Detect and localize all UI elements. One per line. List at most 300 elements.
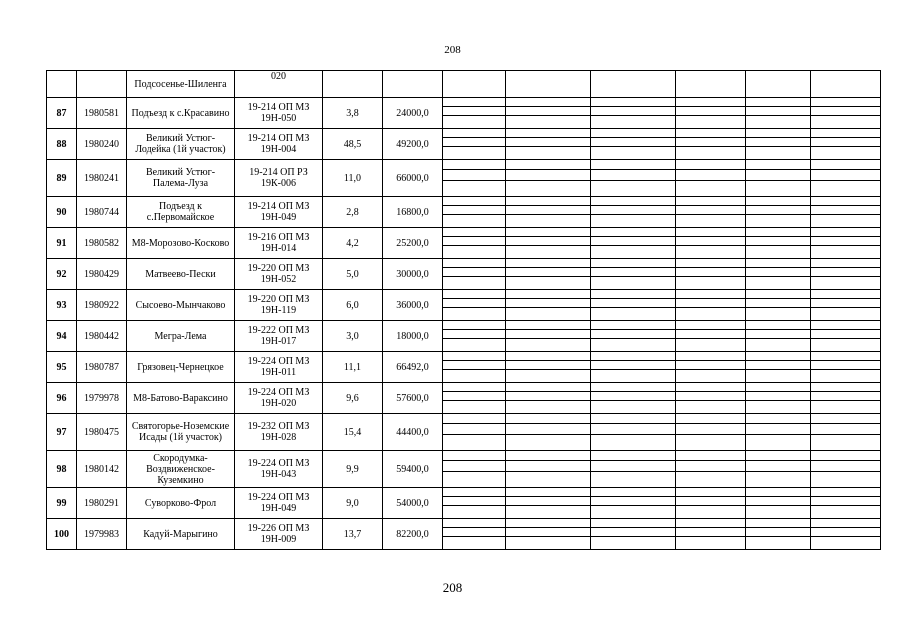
cell-divider-line (506, 146, 590, 147)
empty-cell (591, 129, 676, 160)
road-name-cell: Сысоево-Мынчаково (127, 290, 235, 321)
road-code-cell: 19-222 ОП МЗ 19Н-017 (235, 321, 323, 352)
cell-divider-line (676, 245, 745, 246)
cell-divider-line (811, 496, 880, 497)
cell-divider-line (746, 496, 810, 497)
road-length-cell: 5,0 (323, 259, 383, 290)
empty-cell (591, 197, 676, 228)
cell-divider-line (811, 527, 880, 528)
cell-divider-line (506, 115, 590, 116)
cell-divider-line (506, 180, 590, 181)
cell-divider-line (591, 267, 675, 268)
empty-cell (506, 488, 591, 519)
empty-cell (811, 228, 881, 259)
empty-cell (443, 129, 506, 160)
row-number-cell: 89 (47, 160, 77, 197)
empty-cell (811, 98, 881, 129)
cell-divider-line (746, 115, 810, 116)
empty-cell (811, 197, 881, 228)
table-row (47, 352, 881, 383)
cell-divider-line (591, 245, 675, 246)
cell-divider-line (591, 391, 675, 392)
road-cost-cell: 59400,0 (383, 451, 443, 488)
empty-cell (443, 160, 506, 197)
empty-cell (443, 383, 506, 414)
row-number-cell: 99 (47, 488, 77, 519)
empty-cell (443, 98, 506, 129)
empty-cell (676, 488, 746, 519)
road-id-cell: 1979983 (77, 519, 127, 550)
road-code-cell: 19-220 ОП МЗ 19Н-052 (235, 259, 323, 290)
cell-divider-line (811, 329, 880, 330)
empty-cell (676, 451, 746, 488)
empty-cell (506, 98, 591, 129)
empty-cell (811, 321, 881, 352)
table-row (47, 228, 881, 259)
road-code-cell: 020 (235, 71, 323, 98)
empty-cell (811, 519, 881, 550)
row-number-cell: 93 (47, 290, 77, 321)
cell-divider-line (811, 460, 880, 461)
road-code-cell: 19-214 ОП МЗ 19Н-049 (235, 197, 323, 228)
cell-divider-line (746, 338, 810, 339)
road-length-cell: 3,8 (323, 98, 383, 129)
empty-cell (591, 451, 676, 488)
road-cost-cell: 54000,0 (383, 488, 443, 519)
road-length-cell: 48,5 (323, 129, 383, 160)
cell-divider-line (443, 137, 505, 138)
empty-cell (746, 228, 811, 259)
cell-divider-line (443, 245, 505, 246)
empty-cell (676, 383, 746, 414)
cell-divider-line (443, 434, 505, 435)
road-length-cell: 11,0 (323, 160, 383, 197)
table-row (47, 160, 881, 197)
road-code-cell: 19-224 ОП МЗ 19Н-011 (235, 352, 323, 383)
road-id-cell: 1980581 (77, 98, 127, 129)
cell-divider-line (443, 276, 505, 277)
road-name-cell: Великий Устюг-Палема-Луза (127, 160, 235, 197)
road-cost-cell: 16800,0 (383, 197, 443, 228)
empty-cell (746, 383, 811, 414)
empty-cell (506, 259, 591, 290)
cell-divider-line (746, 391, 810, 392)
table-row (47, 451, 881, 488)
cell-divider-line (746, 400, 810, 401)
table-row (47, 259, 881, 290)
cell-divider-line (676, 180, 745, 181)
cell-divider-line (746, 205, 810, 206)
cell-divider-line (591, 460, 675, 461)
row-number-cell: 87 (47, 98, 77, 129)
table-row (47, 519, 881, 550)
cell-divider-line (746, 360, 810, 361)
empty-cell (506, 383, 591, 414)
cell-divider-line (676, 137, 745, 138)
empty-cell (676, 414, 746, 451)
cell-divider-line (506, 137, 590, 138)
cell-divider-line (506, 276, 590, 277)
cell-divider-line (746, 214, 810, 215)
table-row (47, 71, 881, 98)
cell-divider-line (676, 307, 745, 308)
road-name-cell: Святогорье-Ноземские Исады (1й участок) (127, 414, 235, 451)
road-code-cell: 19-216 ОП МЗ 19Н-014 (235, 228, 323, 259)
road-name-cell: Грязовец-Чернецкое (127, 352, 235, 383)
cell-divider-line (591, 307, 675, 308)
cell-divider-line (591, 496, 675, 497)
road-id-cell: 1980429 (77, 259, 127, 290)
road-id-cell: 1980922 (77, 290, 127, 321)
road-name-cell: Кадуй-Марыгино (127, 519, 235, 550)
empty-cell (746, 414, 811, 451)
cell-divider-line (506, 245, 590, 246)
cell-divider-line (506, 307, 590, 308)
cell-divider-line (506, 423, 590, 424)
table-row (47, 197, 881, 228)
cell-divider-line (676, 214, 745, 215)
roads-table (46, 70, 881, 550)
road-cost-cell: 82200,0 (383, 519, 443, 550)
cell-divider-line (676, 496, 745, 497)
cell-divider-line (676, 329, 745, 330)
empty-cell (443, 228, 506, 259)
cell-divider-line (591, 338, 675, 339)
road-code-cell: 19-224 ОП МЗ 19Н-020 (235, 383, 323, 414)
table-row (47, 290, 881, 321)
cell-divider-line (811, 423, 880, 424)
empty-cell (443, 197, 506, 228)
cell-divider-line (591, 276, 675, 277)
cell-divider-line (443, 106, 505, 107)
road-code-cell: 19-220 ОП МЗ 19Н-119 (235, 290, 323, 321)
cell-divider-line (811, 205, 880, 206)
row-number-cell: 92 (47, 259, 77, 290)
cell-divider-line (443, 391, 505, 392)
road-cost-cell: 24000,0 (383, 98, 443, 129)
empty-cell (811, 383, 881, 414)
empty-cell (746, 352, 811, 383)
cell-divider-line (443, 471, 505, 472)
cell-divider-line (506, 505, 590, 506)
cell-divider-line (746, 329, 810, 330)
cell-divider-line (443, 369, 505, 370)
road-length-cell: 11,1 (323, 352, 383, 383)
empty-cell (811, 259, 881, 290)
road-id-cell: 1980475 (77, 414, 127, 451)
cell-divider-line (591, 180, 675, 181)
road-cost-cell: 44400,0 (383, 414, 443, 451)
empty-cell (676, 160, 746, 197)
cell-divider-line (443, 400, 505, 401)
empty-cell (746, 160, 811, 197)
cell-divider-line (676, 169, 745, 170)
cell-divider-line (811, 245, 880, 246)
cell-divider-line (443, 214, 505, 215)
cell-divider-line (443, 146, 505, 147)
empty-cell (746, 451, 811, 488)
cell-divider-line (506, 329, 590, 330)
empty-cell (591, 98, 676, 129)
cell-divider-line (746, 146, 810, 147)
cell-divider-line (676, 471, 745, 472)
road-name-cell: М8-Морозово-Косково (127, 228, 235, 259)
cell-divider-line (811, 338, 880, 339)
empty-cell (506, 290, 591, 321)
cell-divider-line (676, 527, 745, 528)
empty-cell (591, 160, 676, 197)
empty-cell (443, 321, 506, 352)
cell-divider-line (443, 205, 505, 206)
row-number-cell: 88 (47, 129, 77, 160)
cell-divider-line (746, 169, 810, 170)
cell-divider-line (506, 298, 590, 299)
empty-cell (591, 414, 676, 451)
cell-divider-line (746, 460, 810, 461)
cell-divider-line (443, 180, 505, 181)
road-cost-cell: 57600,0 (383, 383, 443, 414)
cell-divider-line (811, 307, 880, 308)
road-id-cell: 1980787 (77, 352, 127, 383)
empty-cell (811, 290, 881, 321)
empty-cell (443, 451, 506, 488)
cell-divider-line (443, 360, 505, 361)
cell-divider-line (746, 276, 810, 277)
road-code-cell: 19-214 ОП МЗ 19Н-050 (235, 98, 323, 129)
road-cost-cell: 49200,0 (383, 129, 443, 160)
cell-divider-line (591, 137, 675, 138)
empty-cell (506, 414, 591, 451)
empty-cell (443, 290, 506, 321)
empty-cell (591, 488, 676, 519)
empty-cell (591, 259, 676, 290)
cell-divider-line (443, 267, 505, 268)
cell-divider-line (443, 505, 505, 506)
road-length-cell: 13,7 (323, 519, 383, 550)
empty-cell (676, 197, 746, 228)
road-code-cell: 19-226 ОП МЗ 19Н-009 (235, 519, 323, 550)
cell-divider-line (506, 391, 590, 392)
cell-divider-line (811, 214, 880, 215)
cell-divider-line (811, 180, 880, 181)
row-number-cell: 95 (47, 352, 77, 383)
road-name-cell: Великий Устюг-Лодейка (1й участок) (127, 129, 235, 160)
empty-cell (811, 414, 881, 451)
cell-divider-line (591, 236, 675, 237)
cell-divider-line (811, 106, 880, 107)
empty-cell (443, 352, 506, 383)
road-id-cell: 1980240 (77, 129, 127, 160)
cell-divider-line (591, 471, 675, 472)
cell-divider-line (443, 527, 505, 528)
empty-cell (591, 383, 676, 414)
cell-divider-line (746, 505, 810, 506)
road-cost-cell: 36000,0 (383, 290, 443, 321)
road-length-cell: 6,0 (323, 290, 383, 321)
empty-cell (746, 259, 811, 290)
cell-divider-line (811, 267, 880, 268)
road-name-cell: М8-Батово-Вараксино (127, 383, 235, 414)
road-name-cell: Подъезд к с.Красавино (127, 98, 235, 129)
empty-cell (591, 228, 676, 259)
road-name-cell: Подъезд к с.Первомайское (127, 197, 235, 228)
cell-divider-line (811, 276, 880, 277)
table-row (47, 383, 881, 414)
empty-cell (676, 129, 746, 160)
cell-divider-line (676, 267, 745, 268)
empty-cell (746, 321, 811, 352)
cell-divider-line (811, 115, 880, 116)
row-number-cell: 90 (47, 197, 77, 228)
cell-divider-line (811, 400, 880, 401)
row-number-cell: 100 (47, 519, 77, 550)
cell-divider-line (676, 205, 745, 206)
road-code-cell: 19-214 ОП МЗ 19Н-004 (235, 129, 323, 160)
empty-cell (443, 519, 506, 550)
cell-divider-line (676, 360, 745, 361)
empty-cell (746, 98, 811, 129)
empty-cell (676, 259, 746, 290)
road-length-cell: 9,9 (323, 451, 383, 488)
road-name-cell: Мегра-Лема (127, 321, 235, 352)
row-number-cell: 96 (47, 383, 77, 414)
empty-cell (506, 451, 591, 488)
empty-cell (811, 451, 881, 488)
cell-divider-line (506, 460, 590, 461)
cell-divider-line (591, 536, 675, 537)
road-length-cell: 9,6 (323, 383, 383, 414)
road-cost-cell: 66000,0 (383, 160, 443, 197)
cell-divider-line (591, 434, 675, 435)
cell-divider-line (506, 369, 590, 370)
cell-divider-line (506, 205, 590, 206)
empty-cell (443, 414, 506, 451)
empty-cell (811, 352, 881, 383)
road-length-cell: 4,2 (323, 228, 383, 259)
cell-divider-line (591, 329, 675, 330)
empty-cell (676, 321, 746, 352)
empty-cell (506, 160, 591, 197)
cell-divider-line (506, 496, 590, 497)
table-row (47, 98, 881, 129)
cell-divider-line (811, 169, 880, 170)
road-id-cell: 1979978 (77, 383, 127, 414)
empty-cell (591, 290, 676, 321)
road-name-cell: Скородумка-Воздвиженское-Куземкино (127, 451, 235, 488)
road-code-cell: 19-224 ОП МЗ 19Н-049 (235, 488, 323, 519)
cell-divider-line (506, 400, 590, 401)
cell-divider-line (676, 423, 745, 424)
cell-divider-line (591, 146, 675, 147)
cell-divider-line (676, 236, 745, 237)
road-length-cell: 2,8 (323, 197, 383, 228)
cell-divider-line (811, 434, 880, 435)
road-name-cell: Суворково-Фрол (127, 488, 235, 519)
cell-divider-line (676, 338, 745, 339)
cell-divider-line (591, 106, 675, 107)
cell-divider-line (443, 169, 505, 170)
cell-divider-line (676, 460, 745, 461)
cell-divider-line (746, 245, 810, 246)
cell-divider-line (746, 137, 810, 138)
empty-cell (676, 519, 746, 550)
cell-divider-line (746, 267, 810, 268)
cell-divider-line (591, 298, 675, 299)
cell-divider-line (746, 180, 810, 181)
empty-cell (676, 98, 746, 129)
road-cost-cell: 30000,0 (383, 259, 443, 290)
cell-divider-line (506, 360, 590, 361)
cell-divider-line (591, 360, 675, 361)
empty-cell (443, 259, 506, 290)
cell-divider-line (676, 505, 745, 506)
cell-divider-line (811, 146, 880, 147)
road-cost-cell: 25200,0 (383, 228, 443, 259)
row-number-cell: 97 (47, 414, 77, 451)
empty-cell (506, 352, 591, 383)
empty-cell (811, 129, 881, 160)
cell-divider-line (746, 106, 810, 107)
empty-cell (506, 321, 591, 352)
cell-divider-line (811, 536, 880, 537)
road-length-cell: 9,0 (323, 488, 383, 519)
empty-cell (506, 129, 591, 160)
empty-cell (676, 290, 746, 321)
cell-divider-line (443, 115, 505, 116)
empty-cell (746, 488, 811, 519)
road-id-cell: 1980582 (77, 228, 127, 259)
cell-divider-line (591, 505, 675, 506)
cell-divider-line (506, 471, 590, 472)
cell-divider-line (811, 360, 880, 361)
empty-cell (591, 352, 676, 383)
cell-divider-line (676, 106, 745, 107)
road-cost-cell: 66492,0 (383, 352, 443, 383)
cell-divider-line (506, 214, 590, 215)
road-id-cell: 1980142 (77, 451, 127, 488)
cell-divider-line (506, 434, 590, 435)
cell-divider-line (676, 536, 745, 537)
cell-divider-line (591, 214, 675, 215)
cell-divider-line (443, 307, 505, 308)
cell-divider-line (746, 536, 810, 537)
empty-cell (676, 228, 746, 259)
empty-cell (811, 160, 881, 197)
cell-divider-line (676, 369, 745, 370)
cell-divider-line (443, 338, 505, 339)
cell-divider-line (591, 400, 675, 401)
cell-divider-line (591, 423, 675, 424)
road-name-cell: Подсосенье-Шиленга (127, 71, 235, 98)
cell-divider-line (443, 298, 505, 299)
cell-divider-line (591, 205, 675, 206)
cell-divider-line (591, 169, 675, 170)
cell-divider-line (591, 115, 675, 116)
cell-divider-line (443, 423, 505, 424)
empty-cell (811, 488, 881, 519)
cell-divider-line (676, 115, 745, 116)
road-cost-cell: 18000,0 (383, 321, 443, 352)
cell-divider-line (506, 338, 590, 339)
cell-divider-line (506, 169, 590, 170)
cell-divider-line (506, 536, 590, 537)
cell-divider-line (746, 471, 810, 472)
cell-divider-line (506, 267, 590, 268)
cell-divider-line (676, 434, 745, 435)
road-code-cell: 19-232 ОП МЗ 19Н-028 (235, 414, 323, 451)
table-row (47, 129, 881, 160)
cell-divider-line (443, 460, 505, 461)
